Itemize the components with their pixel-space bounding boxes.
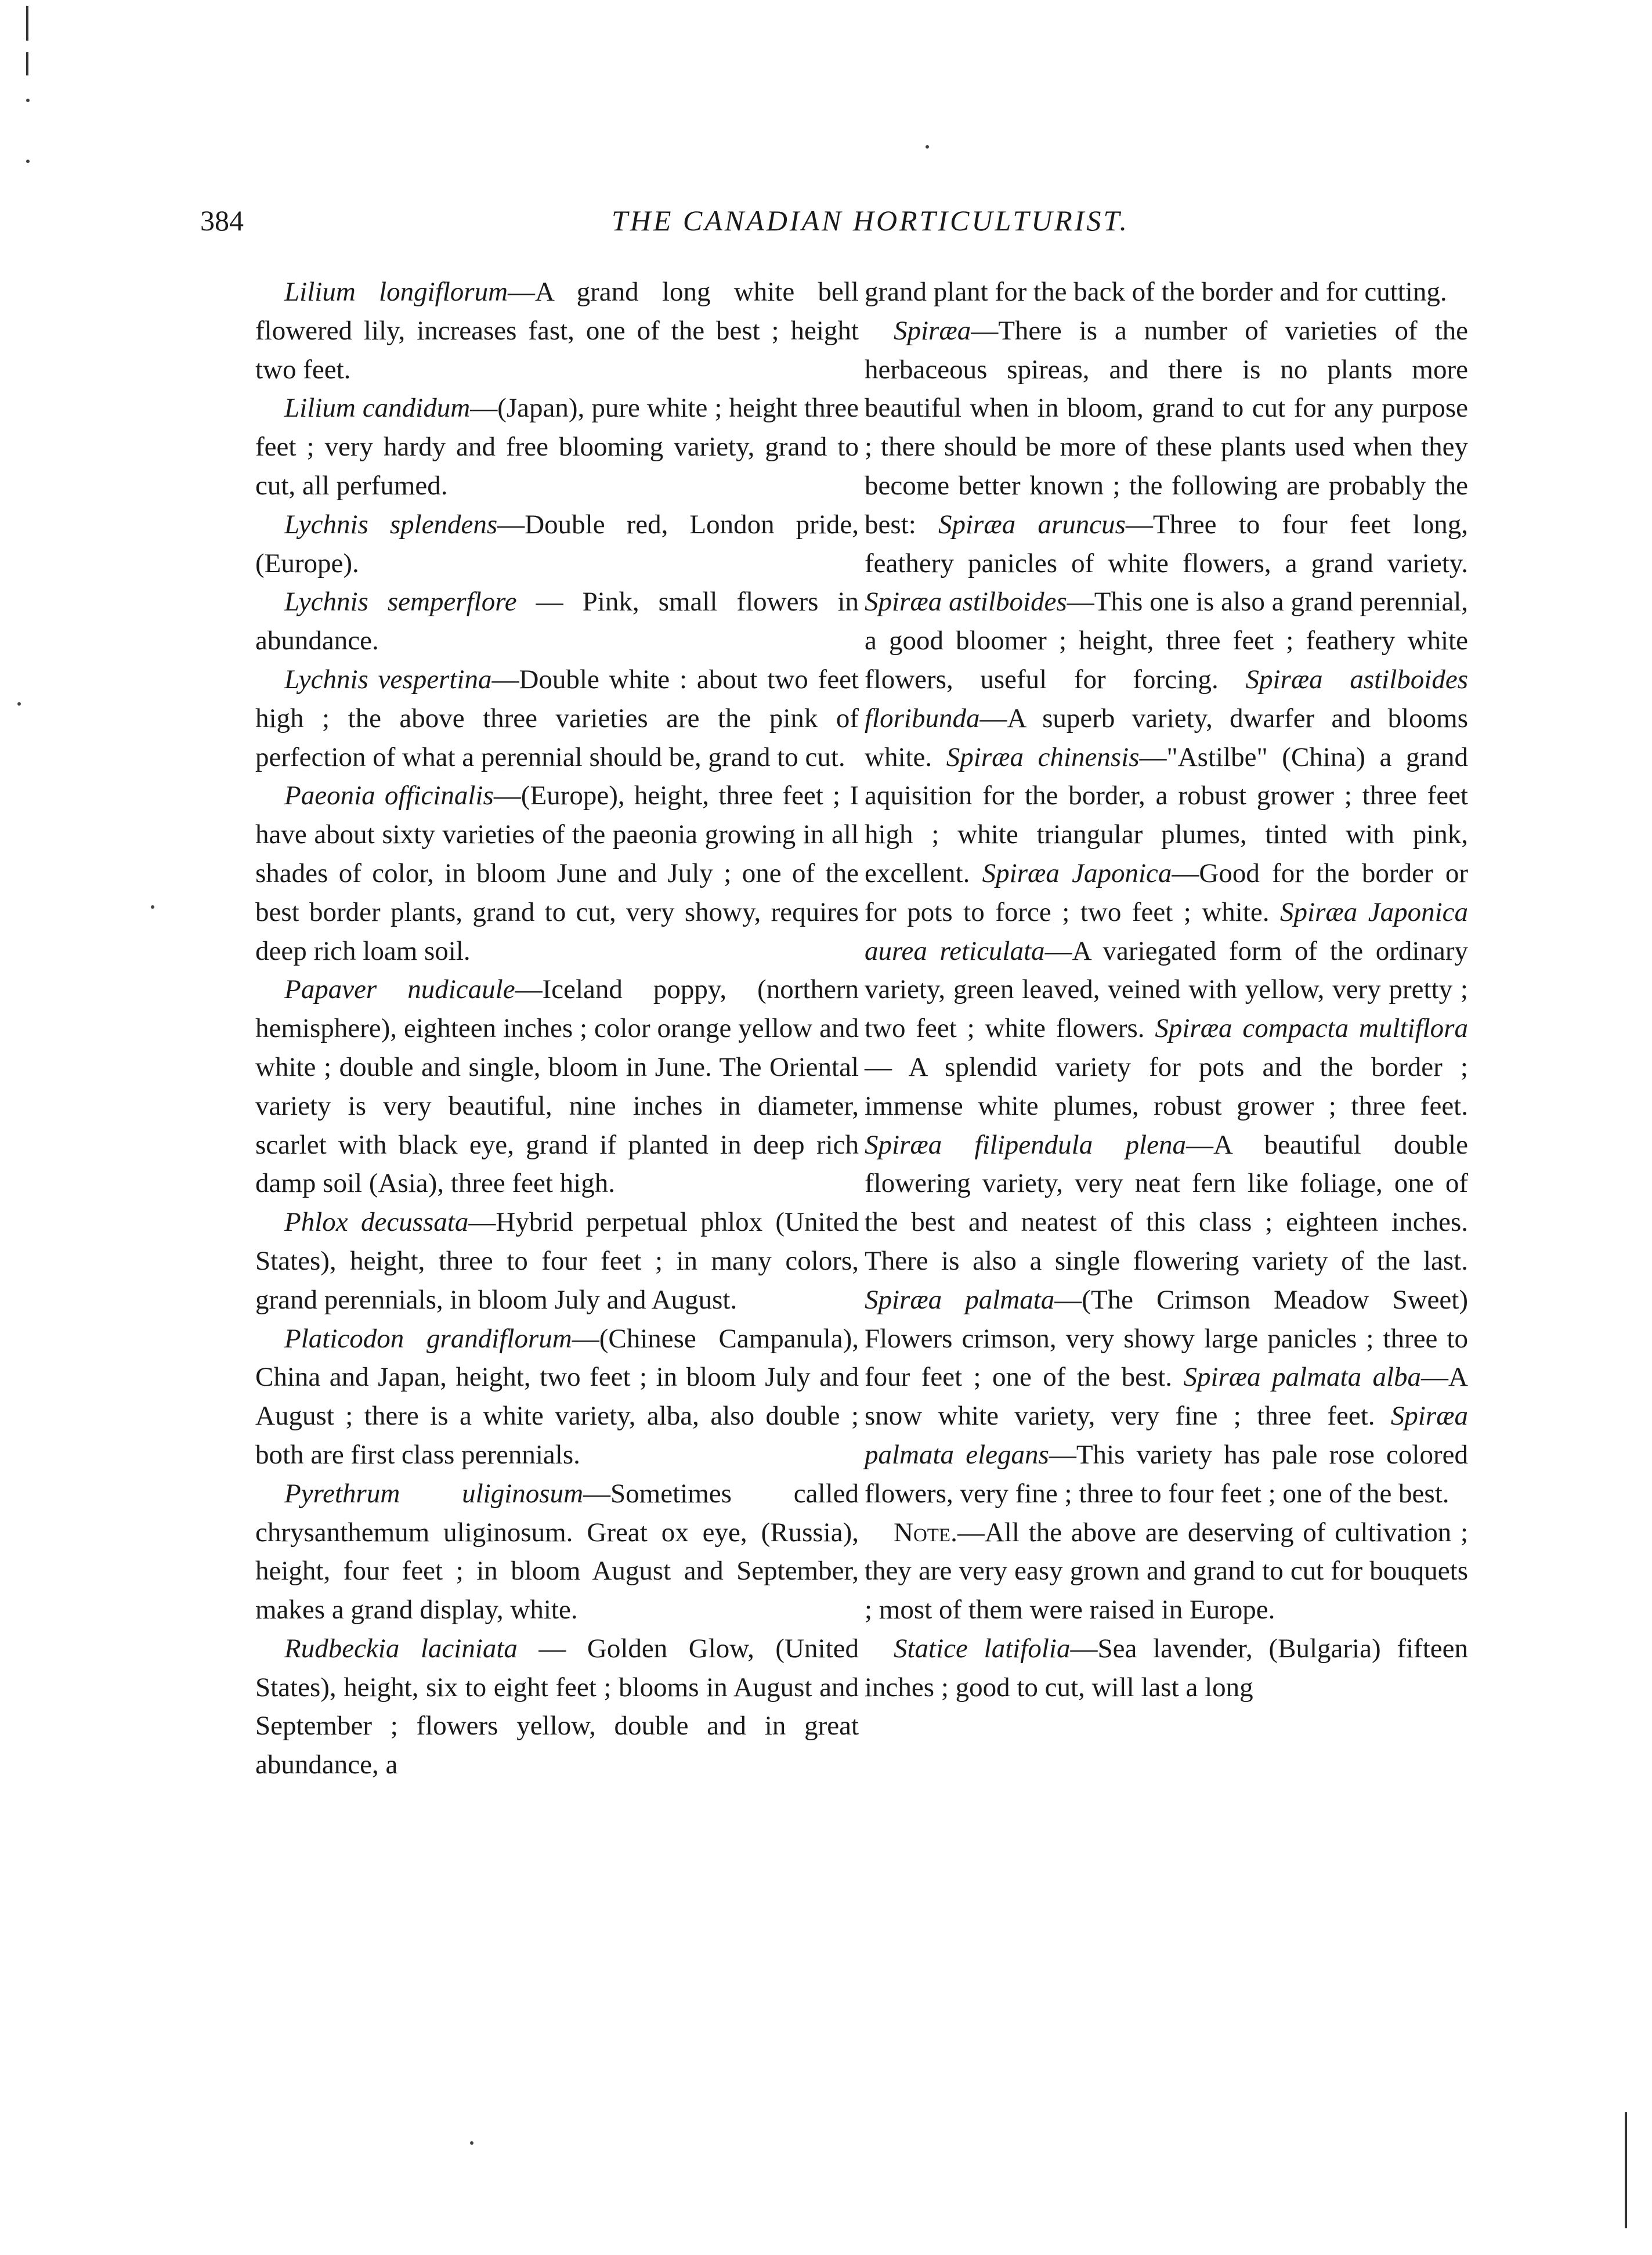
plant-name: Spiræa palmata elegans [865, 1401, 1468, 1470]
entry-phlox-decussata [255, 1203, 859, 1319]
plant-description: —There is a number of varieties of the herbaceous spireas, and there is no plants more beautiful when in bloom, grand to cut for any purpose ; there should be more of these plants used when they become better known ; the following are probably the best: [865, 315, 1468, 540]
right-column [865, 273, 1468, 1707]
scan-speck [151, 905, 154, 909]
plant-name: Lilium candidum [284, 393, 471, 424]
plant-name: Spiræa compacta multiflora [1155, 1013, 1468, 1044]
plant-description: —This one is also a grand perennial, a good bloomer ; height, three feet ; feathery white flowers, useful for forcing. [865, 587, 1469, 695]
entry-lychnis-vespertina [255, 660, 859, 776]
entry-spiraea [865, 312, 1468, 1513]
plant-name: Lychnis splendens [284, 509, 498, 540]
scan-mark [1625, 2112, 1627, 2228]
entry-paeonia-officinalis [255, 776, 859, 970]
plant-description: —Three to four feet long, feathery panicles of white flowers, a grand variety. [865, 509, 1468, 579]
entry-rudbeckia-laciniata [255, 1629, 859, 1784]
plant-name: Lilium longiflorum [284, 277, 508, 307]
scan-mark [26, 6, 28, 41]
note-label: Note. [894, 1517, 957, 1548]
plant-description: —(Japan), pure white ; height three feet ; very hardy and free blooming variety, grand to cut, all perfumed. [255, 393, 859, 501]
entry-statice-latifolia [865, 1629, 1468, 1707]
page-header [200, 197, 1471, 244]
plant-name: Statice latifolia [894, 1633, 1071, 1664]
plant-name: Spiræa astilboides floribunda [865, 664, 1468, 733]
plant-name: Spiræa chinensis [946, 742, 1140, 772]
plant-name: Spiræa [894, 315, 971, 346]
plant-description: — Pink, small flowers in abundance. [255, 587, 859, 656]
note-paragraph [865, 1513, 1468, 1629]
plant-name: Phlox decussata [284, 1207, 469, 1238]
entry-lychnis-semperflore [255, 583, 859, 660]
plant-description: —(The Crimson Meadow Sweet) Flowers crimson, very showy large panicles ; three to four feet ; one of the best. [865, 1284, 1468, 1393]
plant-description: —Double white : about two feet high ; the above three varieties are the pink of perfection of what a perennial should be, grand to cut. [255, 664, 859, 772]
entry-lilium-longiflorum [255, 273, 859, 389]
plant-name: Lychnis vespertina [284, 664, 492, 695]
page-number: 384 [200, 204, 244, 237]
entry-pyrethrum-uliginosum [255, 1475, 859, 1629]
plant-name: Rudbeckia laciniata [284, 1633, 518, 1664]
entry-papaver-nudicaule [255, 970, 859, 1203]
plant-name: Lychnis semperflore [284, 587, 517, 617]
plant-description: —"Astilbe" (China) a grand aquisition for the border, a robust grower ; three feet high ; white triangular plumes, tinted with pink, excellent. [865, 742, 1468, 888]
plant-description: —A variegated form of the ordinary variety, green leaved, veined with yellow, very pretty ; two feet ; white flowers. [865, 935, 1468, 1044]
plant-name: Spiræa Japonica [982, 858, 1172, 888]
plant-description: —Sea lavender, (Bulgaria) fifteen inches ; good to cut, will last a long [865, 1633, 1468, 1703]
note-text: —All the above are deserving of cultivation ; they are very easy grown and grand to cut for bouquets ; most of them were raised in Europe. [865, 1517, 1468, 1625]
plant-description: —Iceland poppy, (northern hemisphere), eighteen inches ; color orange yellow and white ; double and single, bloom in June. The Oriental variety is very beautiful, nine inches in diameter, scarlet with black eye, grand if planted in deep rich damp soil (Asia), three feet high. [255, 974, 859, 1199]
plant-name: Spiræa Japonica aurea reticulata [865, 897, 1468, 966]
plant-description: —(Chinese Campanula), China and Japan, height, two feet ; in bloom July and August ; there is a white variety, alba, also double ; both are first class perennials. [255, 1323, 859, 1470]
running-head: THE CANADIAN HORTICULTURIST. [611, 204, 1130, 237]
plant-description: —A snow white variety, very fine ; three feet. [865, 1362, 1468, 1432]
plant-description: —This variety has pale rose colored flowers, very fine ; three to four feet ; one of the best. [865, 1439, 1468, 1509]
plant-description: —(Europe), height, three feet ; I have about sixty varieties of the paeonia growing in all shades of color, in bloom June and July ; one of the best border plants, grand to cut, very showy, requires deep rich loam soil. [255, 780, 859, 966]
plant-name: Papaver nudicaule [284, 974, 515, 1005]
plant-description: —Double red, London pride, (Europe). [255, 509, 859, 579]
scan-mark [26, 52, 28, 75]
plant-description: — Golden Glow, (United States), height, six to eight feet ; blooms in August and September ; flowers yellow, double and in great abundance, a [255, 1633, 859, 1780]
scan-speck [470, 2141, 473, 2145]
plant-name: Spiræa astilboides [865, 587, 1067, 617]
plant-name: Pyrethrum uliginosum [284, 1478, 584, 1509]
plant-description: — A splendid variety for pots and the border ; immense white plumes, robust grower ; three feet. [865, 1051, 1468, 1121]
plant-description: —A superb variety, dwarfer and blooms white. [865, 703, 1468, 772]
plant-name: Spiræa palmata [865, 1284, 1055, 1315]
scan-speck [926, 145, 929, 149]
plant-description: —A beautiful double flowering variety, very neat fern like foliage, one of the best and neatest of this class ; eighteen inches. There is also a single flowering variety of the last. [865, 1129, 1468, 1276]
scan-speck [26, 160, 30, 163]
scan-speck [17, 702, 21, 706]
entry-lilium-candidum [255, 389, 859, 505]
plant-description: —Hybrid perpetual phlox (United States), height, three to four feet ; in many colors, grand perennials, in bloom July and August. [255, 1207, 859, 1315]
plant-name: Paeonia officinalis [284, 780, 494, 811]
plant-name: Platicodon grandiflorum [284, 1323, 572, 1354]
plant-name: Spiræa palmata alba [1183, 1362, 1422, 1393]
continued-text: grand plant for the back of the border and for cutting. [865, 277, 1447, 307]
plant-description: —Good for the border or for pots to force ; two feet ; white. [865, 858, 1469, 927]
plant-description: —Sometimes called chrysanthemum uliginosum. Great ox eye, (Russia), height, four feet ; in bloom August and September, makes a grand display, white. [255, 1478, 859, 1625]
left-column [255, 273, 859, 1784]
entry-lychnis-splendens [255, 505, 859, 583]
plant-description: —A grand long white bell flowered lily, increases fast, one of the best ; height two feet. [255, 277, 859, 385]
entry-platicodon-grandiflorum [255, 1320, 859, 1475]
plant-name: Spiræa aruncus [938, 509, 1126, 540]
plant-name: Spiræa filipendula plena [865, 1129, 1186, 1160]
scan-speck [26, 99, 30, 102]
